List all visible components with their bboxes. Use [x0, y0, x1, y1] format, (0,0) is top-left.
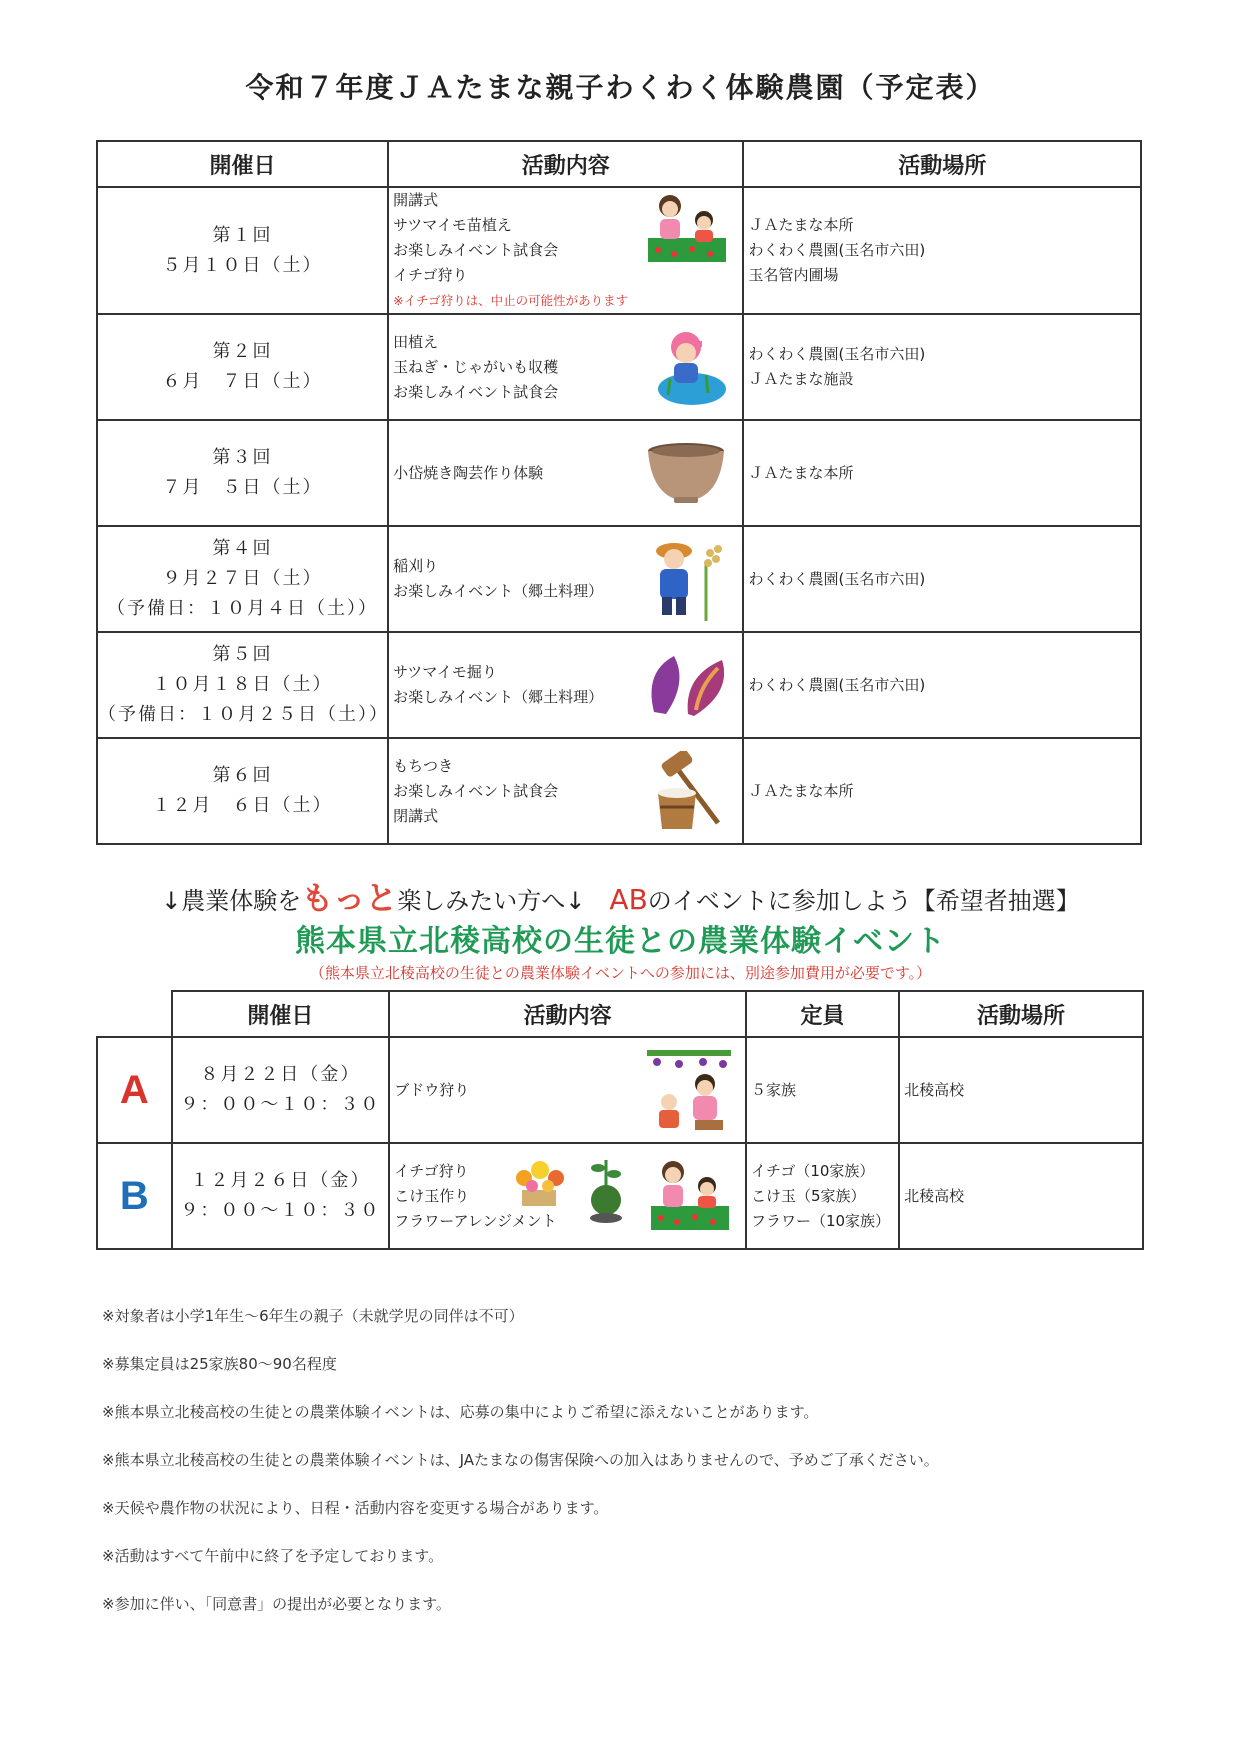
activity-item: 玉ねぎ・じゃがいも収穫	[393, 357, 559, 376]
table-row	[97, 526, 1141, 632]
header-place: 活動場所	[743, 141, 1141, 187]
time-label: ９：００～１０：３０	[180, 1094, 381, 1115]
round-label: 第５回	[212, 644, 273, 665]
header-activity: 活動内容	[388, 141, 743, 187]
capacity-cell	[746, 1037, 899, 1143]
table-row	[97, 187, 1141, 314]
event-letter-b: B	[97, 1143, 172, 1249]
promo-middle: 楽しみたい方へ↓	[397, 887, 610, 915]
table-row	[97, 738, 1141, 844]
activity-item: サツマイモ苗植え	[393, 216, 512, 234]
place-item: わくわく農園(玉名市六田)	[748, 675, 926, 694]
place-item: ＪＡたまな本所	[748, 463, 854, 482]
round-label: 第２回	[212, 341, 273, 362]
activity-item: イチゴ狩り	[393, 266, 468, 284]
footnote: ※天候や農作物の状況により、日程・活動内容を変更する場合があります。	[102, 1499, 609, 1517]
reserve-date: （予備日：１０月２５日（土））	[98, 704, 389, 725]
date-cell	[97, 632, 388, 738]
activity-item: イチゴ狩り	[394, 1161, 469, 1180]
promo-emphasis: もっと	[301, 879, 398, 917]
time-label: ９：００～１０：３０	[180, 1200, 381, 1221]
activity-item: お楽しみイベント試食会	[393, 781, 559, 800]
table-row	[97, 632, 1141, 738]
place-cell	[743, 187, 1141, 314]
schedule-table	[96, 140, 1142, 845]
round-label: 第１回	[212, 224, 273, 246]
activity-item: フラワーアレンジメント	[394, 1211, 557, 1230]
event-letter-a: A	[97, 1037, 172, 1143]
activity-cell	[388, 632, 743, 738]
footnote: ※募集定員は25家族80～90名程度	[102, 1355, 337, 1373]
date-cell	[97, 420, 388, 526]
place-item: わくわく農園(玉名市六田)	[748, 345, 926, 363]
place-cell	[743, 632, 1141, 738]
activity-item: もちつき	[393, 756, 453, 775]
activity-item: お楽しみイベント試食会	[393, 241, 559, 259]
header-date: 開催日	[172, 991, 390, 1037]
promo-line	[0, 873, 1241, 919]
place-cell	[743, 314, 1141, 420]
table-row	[97, 314, 1141, 420]
header-blank	[97, 991, 172, 1037]
date-label: １０月１８日（土）	[152, 674, 333, 695]
activity-item: 稲刈り	[393, 557, 439, 575]
date-label: ８月２２日（金）	[200, 1064, 361, 1085]
round-label: 第３回	[212, 447, 273, 468]
capacity-cell	[746, 1143, 899, 1249]
date-label: ５月１０日（土）	[162, 254, 323, 276]
activity-item: お楽しみイベント（郷土料理）	[393, 688, 604, 706]
cancel-note: ※イチゴ狩りは、中止の可能性があります	[393, 293, 629, 308]
promo-prefix: ↓農業体験を	[161, 887, 302, 915]
place-cell	[743, 420, 1141, 526]
table-row	[97, 420, 1141, 526]
footnote: ※対象者は小学1年生～6年生の親子（未就学児の同伴は不可）	[102, 1307, 524, 1325]
footnote: ※熊本県立北稜高校の生徒との農業体験イベントは、JAたまなの傷害保険への加入はありませんので、予めご了承ください。	[102, 1451, 939, 1469]
date-cell	[172, 1037, 390, 1143]
place-cell	[899, 1037, 1143, 1143]
activity-cell	[389, 1037, 746, 1143]
footnote: ※参加に伴い、「同意書」の提出が必要となります。	[102, 1595, 451, 1613]
place-cell	[743, 738, 1141, 844]
activity-item: 閉講式	[393, 806, 439, 825]
header-capacity: 定員	[746, 991, 899, 1037]
footnote: ※熊本県立北稜高校の生徒との農業体験イベントは、応募の集中によりご希望に添えないことがあります。	[102, 1403, 819, 1421]
round-label: 第６回	[212, 765, 273, 786]
capacity-item: フラワー（10家族）	[750, 1211, 891, 1230]
round-label: 第４回	[212, 538, 273, 559]
date-cell	[97, 526, 388, 632]
place-item: 玉名管内圃場	[748, 266, 839, 284]
date-label: １２月 ６日（土）	[152, 795, 333, 816]
schedule-header-row	[97, 141, 1141, 187]
activity-item: お楽しみイベント（郷土料理）	[393, 582, 604, 600]
promo-suffix: のイベントに参加しよう【希望者抽選】	[647, 887, 1080, 915]
event-fee-note: （熊本県立北稜高校の生徒との農業体験イベントへの参加には、別途参加費用が必要です。）	[309, 964, 932, 982]
event-table	[96, 990, 1144, 1250]
table-row	[97, 1037, 1143, 1143]
activity-cell	[388, 314, 743, 420]
place-item: 北稜高校	[904, 1186, 965, 1205]
date-label: ６月 ７日（土）	[162, 371, 323, 392]
activity-cell	[388, 420, 743, 526]
page-title: 令和７年度ＪＡたまな親子わくわく体験農園（予定表）	[245, 71, 996, 104]
event-header-row	[97, 991, 1143, 1037]
activity-item: お楽しみイベント試食会	[393, 382, 559, 401]
date-label: ９月２７日（土）	[162, 568, 323, 589]
date-cell	[97, 187, 388, 314]
activity-item: 田植え	[393, 332, 439, 351]
footnotes	[102, 1305, 1182, 1641]
date-label: １２月２６日（金）	[190, 1170, 371, 1191]
date-cell	[172, 1143, 390, 1249]
event-title: 熊本県立北稜高校の生徒との農業体験イベント	[295, 924, 946, 959]
activity-cell	[388, 738, 743, 844]
header-date: 開催日	[97, 141, 388, 187]
activity-cell	[389, 1143, 746, 1249]
place-item: 北稜高校	[904, 1080, 965, 1099]
activity-item: ブドウ狩り	[394, 1080, 470, 1099]
place-item: わくわく農園(玉名市六田)	[748, 569, 926, 588]
reserve-date: （予備日：１０月４日（土））	[107, 598, 379, 619]
footnote: ※活動はすべて午前中に終了を予定しております。	[102, 1547, 444, 1565]
place-item: ＪＡたまな本所	[748, 781, 854, 800]
activity-item: 小岱焼き陶芸作り体験	[393, 463, 544, 482]
header-activity: 活動内容	[389, 991, 746, 1037]
table-row	[97, 1143, 1143, 1249]
capacity-item: こけ玉（5家族）	[750, 1186, 866, 1205]
activity-item: 開講式	[393, 191, 439, 209]
promo-ab: AB	[609, 883, 648, 916]
capacity-item: ５家族	[750, 1080, 796, 1099]
place-item: ＪＡたまな施設	[748, 370, 854, 388]
activity-item: サツマイモ掘り	[393, 663, 497, 681]
activity-cell	[388, 187, 743, 314]
activity-item: こけ玉作り	[394, 1186, 470, 1205]
date-label: ７月 ５日（土）	[162, 477, 323, 498]
capacity-item: イチゴ（10家族）	[750, 1161, 875, 1180]
place-cell	[899, 1143, 1143, 1249]
place-cell	[743, 526, 1141, 632]
activity-cell	[388, 526, 743, 632]
place-item: ＪＡたまな本所	[748, 216, 854, 234]
header-place: 活動場所	[899, 991, 1143, 1037]
date-cell	[97, 738, 388, 844]
date-cell	[97, 314, 388, 420]
place-item: わくわく農園(玉名市六田)	[748, 241, 926, 259]
